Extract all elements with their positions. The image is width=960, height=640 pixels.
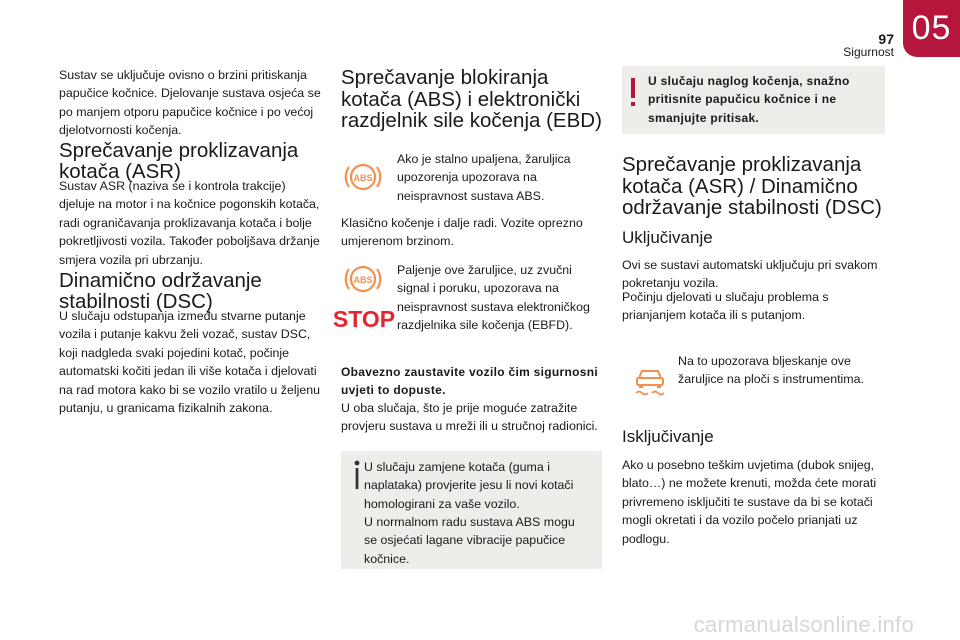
stability-control-lamp-icon	[630, 363, 670, 397]
chapter-tab: 05	[903, 0, 960, 57]
page-number: 97	[878, 31, 894, 47]
abs-lamp-paragraph: Ako je stalno upaljena, žaruljica upozorenja upozorava na neispravnost sustava ABS.	[397, 152, 571, 203]
ebd-warning-lamp-icon	[343, 262, 383, 296]
section-name: Sigurnost	[843, 45, 894, 59]
asr-paragraph: Sustav ASR (naziva se i kontrola trakcije) djeluje na motor i na kočnice pogonskih kotača, radi ograničavanja proklizavanja kotača i bolje pokretljivosti vozila. Također poboljšava držanje smjera vozila pri ubrzanju.	[59, 179, 320, 267]
warning-box	[622, 66, 885, 134]
deactivation-paragraph: Ako u posebno teškim uvjetima (dubok snijeg, blato…) ne možete krenuti, možda ćete morati privremeno isključiti te sustave da bi se kotači mogli okretati i da vozilo počelo prianjati uz podlogu.	[622, 458, 877, 546]
abs-ebd-heading: Sprečavanje blokiranja kotača (ABS) i elektronički razdjelnik sile kočenja (EBD)	[341, 66, 602, 132]
asr-dsc-heading: Sprečavanje proklizavanja kotača (ASR) / Dinamično održavanje stabilnosti (DSC)	[622, 153, 882, 219]
activation-paragraph-1: Ovi se sustavi automatski uključuju pri svakom pokretanju vozila.	[622, 258, 878, 291]
info-paragraph-2: U normalnom radu sustava ABS mogu se osjećati lagane vibracije papučice kočnice.	[364, 515, 575, 566]
exclamation-icon	[628, 76, 638, 108]
dsc-paragraph: U slučaju odstupanja između stvarne putanje vozila i putanje kakvu želi vozač, sustav DSC, koji nadgleda svaki pojedini kotač, počinje automatski kočiti jedan ili više kotača i djelovati na rad motora kako bi se vozilo vratilo u željenu putanju, u granicama fizikalnih zakona.	[59, 309, 321, 416]
ebd-lamp-paragraph: Paljenje ove žaruljice, uz zvučni signal i poruku, upozorava na neispravnost sustava elektroničkog razdjelnika sile kočenja (EBFD).	[397, 263, 590, 333]
activation-heading: Uključivanje	[622, 228, 713, 247]
info-icon	[350, 460, 364, 490]
info-box	[341, 451, 602, 569]
stop-icon-label: STOP	[332, 306, 396, 332]
dsc-heading: Dinamično održavanje stabilnosti (DSC)	[59, 269, 262, 313]
abs-icon-label: ABS	[353, 173, 373, 183]
stability-lamp-paragraph: Na to upozorava bljeskanje ove žaruljice na ploči s instrumentima.	[678, 354, 864, 387]
intro-paragraph: Sustav se uključuje ovisno o brzini pritiskanja papučice kočnice. Djelovanje sustava osjeća se po manjem otporu papučice kočnice i po većoj djelotvornosti kočenja.	[59, 68, 321, 138]
info-paragraph-1: U slučaju zamjene kotača (guma i naplataka) provjerite jesu li novi kotači homologirani za vaše vozilo.	[364, 460, 574, 511]
ebd-icon-label: ABS	[353, 275, 373, 285]
classic-braking-paragraph: Klasično kočenje i dalje radi. Vozite oprezno umjerenom brzinom.	[341, 216, 583, 249]
asr-heading: Sprečavanje proklizavanja kotača (ASR)	[59, 139, 299, 183]
activation-paragraph-2: Počinju djelovati u slučaju problema s prianjanjem kotača ili s putanjom.	[622, 290, 829, 323]
watermark: carmanualsonline.info	[693, 612, 914, 637]
abs-warning-lamp-icon	[343, 160, 383, 194]
stop-icon	[332, 305, 396, 332]
warning-paragraph: U slučaju naglog kočenja, snažno pritisnite papučicu kočnice i ne smanjujte pritisak.	[648, 74, 850, 125]
deactivation-heading: Isključivanje	[622, 427, 714, 446]
stop-instruction-bold: Obavezno zaustavite vozilo čim sigurnosni uvjeti to dopuste.	[341, 365, 599, 398]
stop-instruction-paragraph: U oba slučaja, što je prije moguće zatražite provjeru sustava u mreži ili u stručnoj radionici.	[341, 401, 598, 434]
